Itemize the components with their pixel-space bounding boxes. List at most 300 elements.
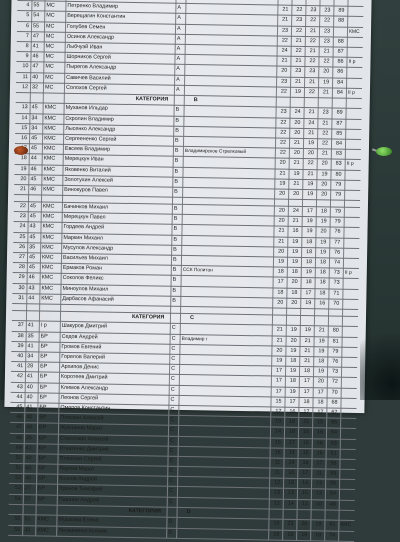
series-score: 20: [288, 299, 300, 308]
category-letter: В: [174, 215, 184, 224]
bib-number: 44: [31, 155, 41, 164]
bib-number: 47: [33, 32, 43, 41]
bib-number: 46: [30, 165, 40, 174]
row-number: 50: [11, 454, 21, 463]
athlete-name: Архипов Денис: [61, 363, 167, 374]
series-score: 19: [303, 268, 315, 277]
total-score: 79: [332, 180, 344, 189]
series-score: 19: [304, 190, 316, 199]
rank: БР: [40, 352, 58, 362]
rank: МС: [46, 22, 64, 32]
bib-number: 34: [31, 114, 41, 123]
total-score: 73: [331, 269, 343, 278]
series-score: 21: [290, 179, 302, 188]
series-score: 14: [286, 448, 298, 457]
series-score: 15: [314, 418, 326, 427]
series-score: 14: [299, 479, 311, 488]
rank: I р: [41, 322, 59, 332]
series-score: 23: [284, 520, 296, 529]
series-score: 19: [275, 258, 287, 267]
row-number: 40: [13, 352, 23, 361]
rank: КМС: [37, 526, 55, 536]
row-number: 10: [18, 62, 28, 71]
athlete-name: Горелов Валерий: [61, 353, 167, 364]
total-score: 68: [328, 398, 340, 407]
category-letter: С: [170, 416, 180, 425]
category-letter: В: [173, 266, 183, 275]
series-score: 19: [315, 347, 327, 356]
series-score: 22: [277, 149, 289, 158]
category-letter: С: [170, 446, 180, 455]
athlete-name: Лысенко Александр: [65, 125, 171, 136]
row-number: 55: [10, 515, 20, 524]
row-number: 45: [12, 403, 22, 412]
bib-number: 41: [28, 322, 38, 331]
series-score: 22: [307, 37, 319, 46]
series-score: 20: [291, 149, 303, 158]
row-number: 19: [16, 165, 26, 174]
athlete-name: Муханов Ильдар: [66, 104, 172, 115]
total-score: 87: [333, 119, 345, 128]
series-score: 14: [285, 499, 297, 508]
series-score: 18: [303, 238, 315, 247]
row-number: 6: [19, 22, 29, 31]
bib-number: 41: [33, 42, 43, 51]
series-score: 23: [321, 27, 333, 36]
series-score: 22: [305, 159, 317, 168]
rank: КМС: [44, 155, 62, 165]
series-score: 20: [318, 180, 330, 189]
total-score: 81: [330, 337, 342, 346]
total-score: 74: [331, 259, 343, 268]
series-score: 15: [299, 489, 311, 498]
total-score: 76: [331, 248, 343, 257]
athlete-name: Жукланов Марат: [60, 424, 166, 435]
athlete-name: Хренов Тимофей: [59, 485, 165, 496]
athlete-name: Плюснин Сергей: [59, 455, 165, 466]
series-score: 19: [312, 521, 324, 530]
series-score: 22: [277, 128, 289, 137]
series-score: 21: [275, 237, 287, 246]
category-title: КАТЕГОРИЯ: [129, 507, 161, 517]
series-score: 19: [302, 299, 314, 308]
series-score: 23: [278, 77, 290, 86]
rank: МС: [45, 83, 63, 93]
rank: КМС: [44, 134, 62, 144]
bib-number: 40: [32, 73, 42, 82]
rank: КМС: [43, 213, 61, 223]
rank: МС: [46, 32, 64, 42]
bib-number: 45: [29, 263, 39, 272]
category-letter: В: [174, 167, 184, 176]
athlete-name: Солохов Сергей: [66, 84, 172, 95]
row-number: 13: [18, 103, 28, 112]
category-letter: А: [176, 75, 186, 84]
series-score: 11: [271, 469, 283, 478]
athlete-name: Дарбасов Афанасий: [62, 295, 168, 306]
row-number: 23: [16, 212, 26, 221]
bib-number: 45: [30, 212, 40, 221]
series-score: 16: [286, 408, 298, 417]
series-score: 19: [298, 530, 310, 539]
category-letter: С: [172, 334, 182, 343]
category-letter: В: [173, 225, 183, 234]
series-score: 21: [274, 326, 286, 335]
total-score: 65: [328, 419, 340, 428]
total-score: 83: [333, 160, 345, 169]
series-score: 22: [307, 16, 319, 25]
bib-number: 43: [29, 223, 39, 232]
athlete-name: Коротеев Дмитрий: [61, 373, 167, 384]
series-score: 20: [278, 67, 290, 76]
series-score: 16: [286, 418, 298, 427]
category-letter: С: [170, 406, 180, 415]
row-number: 8: [19, 42, 29, 51]
series-score: 21: [274, 336, 286, 345]
series-score: 13: [271, 489, 283, 498]
series-score: 21: [278, 57, 290, 66]
series-score: 22: [277, 118, 289, 127]
push-pin: [376, 147, 392, 156]
category-letter: А: [176, 65, 186, 74]
series-score: 18: [314, 398, 326, 407]
total-score: 55: [327, 480, 339, 489]
series-score: 20: [315, 378, 327, 387]
athlete-name: Игнатенко Дмитрий: [60, 444, 166, 455]
bib-number: 51: [24, 516, 34, 525]
total-score: 71: [330, 289, 342, 298]
series-score: 18: [303, 248, 315, 257]
bib-number: 45: [31, 134, 41, 143]
total-score: 58: [327, 459, 339, 468]
rank: БР: [39, 444, 57, 454]
series-score: 20: [276, 207, 288, 216]
series-score: 15: [272, 397, 284, 406]
bib-number: 45: [29, 233, 39, 242]
series-score: 16: [314, 449, 326, 458]
total-score: 81: [326, 521, 338, 530]
bib-number: 33: [24, 526, 34, 535]
rank: БР: [38, 475, 56, 485]
category-letter: D: [168, 518, 178, 527]
bib-number: 54: [33, 12, 43, 21]
series-score: 21: [275, 227, 287, 236]
category-letter: А: [176, 85, 186, 94]
series-score: 17: [273, 377, 285, 386]
athlete-name: Шакуров Дмитрий: [62, 322, 168, 333]
series-score: 20: [305, 149, 317, 158]
total-score: 88: [335, 37, 347, 46]
rank: БР: [41, 332, 59, 342]
athlete-name: Литвиненко Ксения: [58, 526, 164, 537]
rank: КМС: [43, 175, 61, 185]
series-score: 17: [275, 278, 287, 287]
series-score: 18: [288, 288, 300, 297]
category-letter: С: [172, 324, 182, 333]
row-number: 9: [18, 52, 28, 61]
row-number: 49: [12, 444, 22, 453]
series-score: 22: [278, 87, 290, 96]
category-letter: С: [169, 497, 179, 506]
athlete-name: Леонов Сергей: [60, 394, 166, 405]
row-number: 43: [13, 383, 23, 392]
series-score: 16: [272, 448, 284, 457]
athlete-name: Соколов Феликс: [63, 274, 169, 285]
series-score: 13: [313, 479, 325, 488]
series-score: 20: [319, 160, 331, 169]
series-score: 18: [287, 357, 299, 366]
row-number: 56: [10, 525, 20, 534]
rank: БР: [38, 485, 56, 495]
total-score: 61: [328, 449, 340, 458]
category-letter: А: [177, 45, 187, 54]
athlete-name: Седов Андрей: [62, 332, 168, 343]
athlete-name: Пашнин Андрей: [59, 495, 165, 506]
series-score: 18: [303, 278, 315, 287]
category-letter: С: [171, 385, 181, 394]
series-score: 21: [291, 159, 303, 168]
series-score: 23: [306, 67, 318, 76]
row-number: 18: [17, 154, 27, 163]
total-score: 77: [331, 238, 343, 247]
series-score: 15: [300, 418, 312, 427]
bib-number: 35: [28, 332, 38, 341]
bib-number: 28: [27, 362, 37, 371]
series-score: 21: [304, 170, 316, 179]
series-score: 20: [291, 129, 303, 138]
series-score: 17: [313, 459, 325, 468]
rank: БР: [39, 414, 57, 424]
series-score: 16: [314, 439, 326, 448]
athlete-name: Маркин Михаил: [63, 233, 169, 244]
bib-number: 45: [30, 175, 40, 184]
row-number: 47: [12, 423, 22, 432]
category-letter: С: [170, 426, 180, 435]
row-number: 27: [15, 253, 25, 262]
bib-number: 40: [25, 474, 35, 483]
athlete-name: Лыбчуэй Иван: [67, 43, 173, 54]
note: II р: [345, 269, 361, 278]
binder-clip: [14, 146, 28, 155]
series-score: 16: [316, 299, 328, 308]
category-title: КАТЕГОРИЯ: [136, 95, 168, 105]
series-score: 20: [277, 159, 289, 168]
series-score: 19: [288, 326, 300, 335]
series-score: 18: [270, 530, 282, 539]
series-score: 21: [292, 77, 304, 86]
series-score: 11: [271, 458, 283, 467]
category-letter: С: [169, 487, 179, 496]
note: II р: [348, 58, 364, 67]
series-score: 17: [314, 408, 326, 417]
club-name: Владимирское Стрелковый: [185, 147, 275, 158]
series-score: 23: [321, 37, 333, 46]
series-score: 17: [273, 387, 285, 396]
rank: КМС: [43, 203, 61, 213]
series-score: 22: [277, 138, 289, 147]
series-score: 17: [315, 388, 327, 397]
series-score: 19: [305, 139, 317, 148]
athlete-name: Осинов Александр: [67, 33, 173, 44]
series-score: 21: [293, 37, 305, 46]
bib-number: 27: [25, 485, 35, 494]
rank: БР: [40, 373, 58, 383]
results-table: [8, 0, 363, 542]
total-score: 67: [328, 408, 340, 417]
bib-number: 46: [32, 52, 42, 61]
series-score: 17: [272, 407, 284, 416]
athlete-name: Плескин Алексей: [60, 414, 166, 425]
series-score: 22: [321, 17, 333, 26]
series-score: 13: [285, 489, 297, 498]
bib-number: 40: [27, 383, 37, 392]
bib-number: 45: [29, 253, 39, 262]
rank: КМС: [43, 165, 61, 175]
rank: БР: [39, 393, 57, 403]
series-score: 22: [293, 6, 305, 15]
row-number: 28: [15, 263, 25, 272]
category-letter: В: [174, 205, 184, 214]
series-score: 18: [275, 268, 287, 277]
total-score: 79: [332, 190, 344, 199]
series-score: 22: [306, 88, 318, 97]
series-score: 21: [307, 47, 319, 56]
series-score: 16: [299, 459, 311, 468]
rank: КМС: [42, 274, 60, 284]
series-score: 19: [303, 227, 315, 236]
series-score: 19: [287, 347, 299, 356]
bib-number: 40: [25, 454, 35, 463]
note: II р: [347, 160, 363, 169]
category-letter: В: [176, 106, 186, 115]
rank: МС: [45, 73, 63, 83]
rank: МС: [46, 12, 64, 22]
row-number: 37: [14, 321, 24, 330]
series-score: 13: [299, 500, 311, 509]
row-number: 53: [11, 484, 21, 493]
total-score: 73: [331, 279, 343, 288]
category-letter: С: [169, 467, 179, 476]
category-letter: D: [168, 528, 178, 537]
series-score: 17: [286, 398, 298, 407]
row-number: 39: [13, 342, 23, 351]
series-score: 15: [300, 449, 312, 458]
series-score: 20: [317, 228, 329, 237]
series-score: 12: [271, 479, 283, 488]
series-score: 18: [274, 288, 286, 297]
category-letter: С: [171, 375, 181, 384]
total-score: 80: [330, 327, 342, 336]
bib-number: 32: [32, 83, 42, 92]
row-number: 44: [12, 393, 22, 402]
series-score: 16: [300, 428, 312, 437]
bib-number: 46: [30, 185, 40, 194]
row-number: 21: [16, 185, 26, 194]
series-score: 13: [313, 490, 325, 499]
athlete-name: Омеров Константин: [60, 404, 166, 415]
bib-number: 43: [28, 284, 38, 293]
total-score: 74: [326, 531, 338, 540]
series-score: 15: [300, 438, 312, 447]
category-letter: А: [177, 4, 187, 13]
total-score: 84: [333, 139, 345, 148]
club-name: Владимир г: [182, 335, 272, 346]
total-score: 80: [332, 170, 344, 179]
series-score: 22: [320, 57, 332, 66]
rank: МС: [46, 2, 64, 12]
series-score: 21: [305, 129, 317, 138]
note: II р: [348, 88, 364, 97]
athlete-name: Якупов Марат: [59, 465, 165, 476]
series-score: 17: [273, 367, 285, 376]
series-score: 23: [277, 108, 289, 117]
series-score: 19: [292, 87, 304, 96]
series-score: 24: [279, 46, 291, 55]
series-score: 14: [272, 428, 284, 437]
rank: КМС: [44, 145, 62, 155]
series-score: 16: [285, 469, 297, 478]
series-score: 19: [287, 367, 299, 376]
bib-number: 46: [29, 274, 39, 283]
category-letter: В: [175, 147, 185, 156]
category-letter: В: [175, 116, 185, 125]
series-score: 20: [275, 247, 287, 256]
series-score: 20: [291, 118, 303, 127]
category-letter: В: [175, 137, 185, 146]
rank: КМС: [43, 185, 61, 195]
total-score: 79: [332, 218, 344, 227]
series-score: 12: [271, 499, 283, 508]
row-number: 48: [12, 433, 22, 442]
rank: КМС: [42, 264, 60, 274]
bib-number: 27: [25, 495, 35, 504]
series-score: 19: [316, 337, 328, 346]
total-score: 70: [329, 388, 341, 397]
athlete-name: Мусулов Александр: [63, 244, 169, 255]
series-score: 19: [317, 238, 329, 247]
athlete-name: Евсеев Владимир: [65, 145, 171, 156]
total-score: 86: [334, 68, 346, 77]
athlete-name: Мерецкун Павел: [64, 213, 170, 224]
row-number: 29: [15, 273, 25, 282]
rank: БР: [40, 363, 58, 373]
series-score: 23: [319, 109, 331, 118]
series-score: 19: [272, 418, 284, 427]
row-number: 11: [18, 73, 28, 82]
series-score: 21: [276, 169, 288, 178]
row-number: 16: [17, 134, 27, 143]
series-score: 21: [302, 337, 314, 346]
rank: КМС: [44, 114, 62, 124]
series-score: 14: [285, 459, 297, 468]
category-letter: С: [170, 395, 180, 404]
athlete-name: Громов Евгений: [61, 343, 167, 354]
series-score: 19: [289, 237, 301, 246]
series-score: 17: [286, 438, 298, 447]
rank: КМС: [42, 233, 60, 243]
bib-number: 60: [25, 464, 35, 473]
athlete-name: Сергеененко Сергей: [65, 135, 171, 146]
series-score: 23: [307, 6, 319, 15]
rank: БР: [39, 403, 57, 413]
total-score: 85: [333, 129, 345, 138]
total-score: 73: [329, 368, 341, 377]
series-score: 22: [306, 57, 318, 66]
row-number: 4: [19, 1, 29, 10]
athlete-name: Винокуров Павел: [64, 186, 170, 197]
category-letter: В: [172, 286, 182, 295]
series-score: 20: [298, 520, 310, 529]
